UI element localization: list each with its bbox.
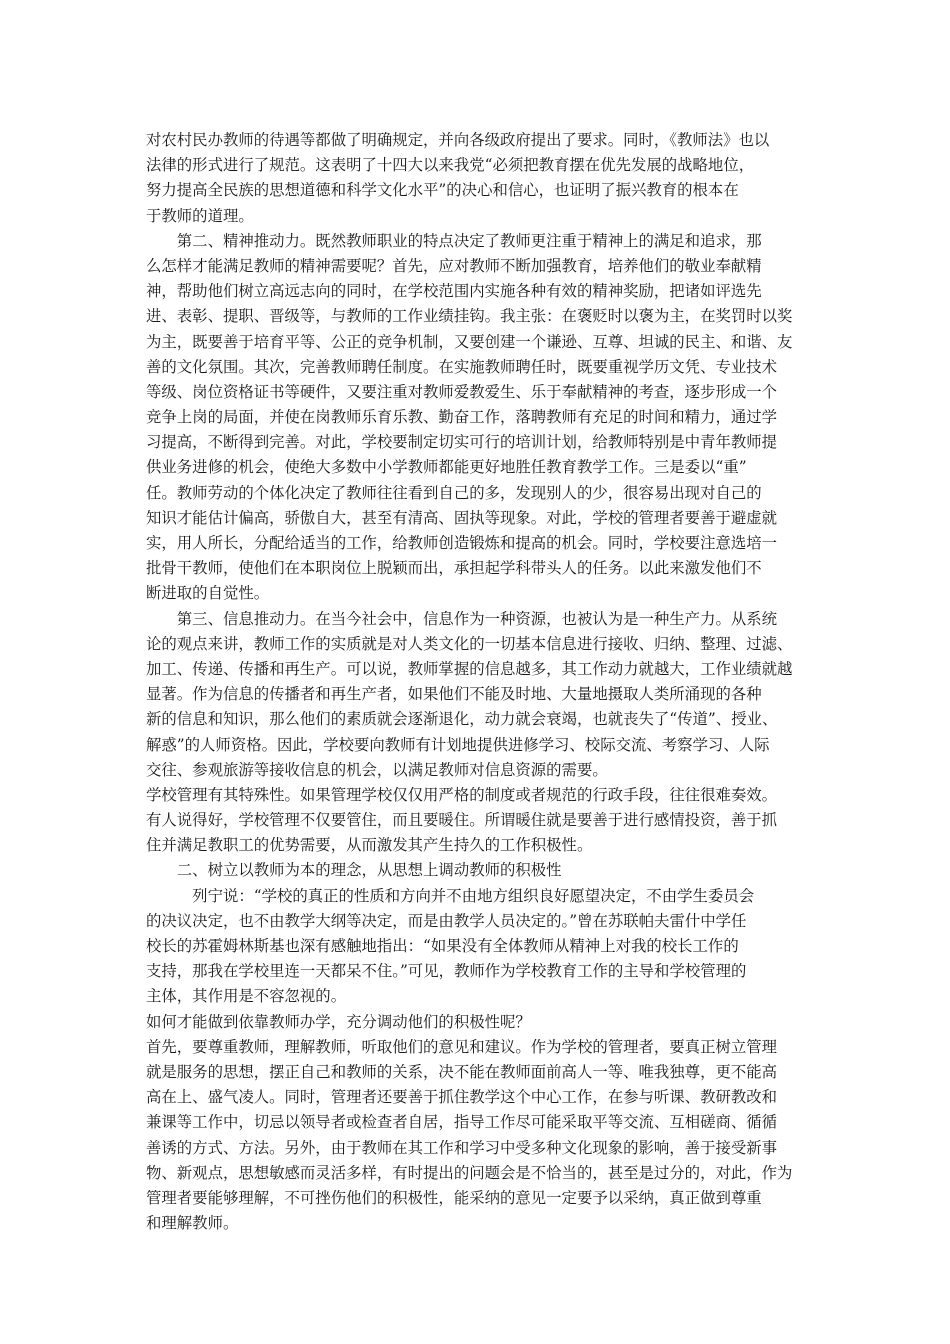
text-line: 供业务进修的机会，使绝大多数中小学教师都能更好地胜任教育教学工作。三是委以“重” <box>146 458 747 477</box>
text-line: 就是服务的思想，摆正自己和教师的关系，决不能在教师面前高人一等、唯我独尊，更不能高 <box>146 1062 778 1081</box>
text-line: 物、新观点，思想敏感而灵活多样，有时提出的问题会是不恰当的，甚至是过分的，对此，作为 <box>146 1163 793 1182</box>
text-line: 进、表彰、提职、晋级等，与教师的工作业绩挂钩。我主张：在褒贬时以褒为主，在奖罚时以奖 <box>146 307 793 326</box>
text-line: 高在上、盛气凌人。同时，管理者还要善于抓住教学这个中心工作，在参与听课、教研教改和 <box>146 1088 778 1107</box>
text-line: 竞争上岗的局面，并使在岗教师乐育乐教、勤奋工作，落聘教师有充足的时间和精力，通过学 <box>146 408 778 427</box>
text-line: 第三、信息推动力。在当今社会中，信息作为一种资源，也被认为是一种生产力。从系统 <box>146 609 778 628</box>
text-line: 和理解教师。 <box>146 1214 239 1233</box>
text-line: 等级、岗位资格证书等硬件，又要注重对教师爱教爱生、乐于奉献精神的考查，逐步形成一个 <box>146 382 778 401</box>
text-line: 如何才能做到依靠教师办学，充分调动他们的积极性呢？ <box>146 1012 531 1031</box>
text-line: 知识才能估计偏高，骄傲自大，甚至有清高、固执等现象。对此，学校的管理者要善于避虚就 <box>146 508 778 527</box>
text-line: 么怎样才能满足教师的精神需要呢？首先，应对教师不断加强教育，培养他们的敬业奉献精 <box>146 256 762 275</box>
text-line: 法律的形式进行了规范。这表明了十四大以来我党“必须把教育摆在优先发展的战略地位， <box>146 156 755 175</box>
text-line: 支持，那我在学校里连一天都呆不住。”可见，教师作为学校教育工作的主导和学校管理的 <box>146 962 747 981</box>
text-line: 解惑”的人师资格。因此，学校要向教师有计划地提供进修学习、校际交流、考察学习、人际 <box>146 735 770 754</box>
text-line: 善的文化氛围。其次，完善教师聘任制度。在实施教师聘任时，既要重视学历文凭、专业技术 <box>146 357 778 376</box>
text-line: 有人说得好，学校管理不仅要管住，而且要暖住。所谓暖住就是要善于进行感情投资，善于抓 <box>146 811 778 830</box>
text-line: 学校管理有其特殊性。如果管理学校仅仅用严格的制度或者规范的行政手段，往往很难奏效。 <box>146 785 778 804</box>
text-line: 主体，其作用是不容忽视的。 <box>146 987 347 1006</box>
body-text <box>146 128 814 1236</box>
text-line: 兼课等工作中，切忌以领导者或检查者自居，指导工作尽可能采取平等交流、互相磋商、循循 <box>146 1113 778 1132</box>
text-line: 论的观点来讲，教师工作的实质就是对人类文化的一切基本信息进行接收、归纳、整理、过滤、 <box>146 634 793 653</box>
text-line: 校长的苏霍姆林斯基也深有感触地指出：“如果没有全体教师从精神上对我的校长工作的 <box>146 937 739 955</box>
text-line: 住并满足教职工的优势需要，从而激发其产生持久的工作积极性。 <box>146 836 593 855</box>
text-line: 二、树立以教师为本的理念，从思想上调动教师的积极性 <box>146 861 562 880</box>
text-line: 于教师的道理。 <box>146 206 254 225</box>
text-line: 第二、精神推动力。既然教师职业的特点决定了教师更注重于精神上的满足和追求，那 <box>146 231 762 250</box>
text-line: 努力提高全民族的思想道德和科学文化水平”的决心和信心，也证明了振兴教育的根本在 <box>146 181 739 200</box>
text-line: 任。教师劳动的个体化决定了教师往往看到自己的多，发现别人的少，很容易出现对自己的 <box>146 483 762 502</box>
text-line: 新的信息和知识，那么他们的素质就会逐渐退化，动力就会衰竭，也就丧失了“传道”、授业、 <box>146 710 778 729</box>
text-line: 实，用人所长，分配给适当的工作，给教师创造锻炼和提高的机会。同时，学校要注意选培一 <box>146 534 778 552</box>
text-line: 断进取的自觉性。 <box>146 584 270 603</box>
text-line: 列宁说：“学校的真正的性质和方向并不由地方组织良好愿望决定，不由学生委员会 <box>146 886 755 905</box>
text-line: 的决议决定，也不由教学大纲等决定，而是由教学人员决定的。”曾在苏联帕夫雷什中学任 <box>146 911 747 930</box>
text-line: 显著。作为信息的传播者和再生产者，如果他们不能及时地、大量地摄取人类所涌现的各种 <box>146 685 762 704</box>
text-line: 管理者要能够理解，不可挫伤他们的积极性，能采纳的意见一定要予以采纳，真正做到尊重 <box>146 1188 762 1207</box>
text-line: 加工、传递、传播和再生产。可以说，教师掌握的信息越多，其工作动力就越大，工作业绩就越 <box>146 659 793 678</box>
text-line: 习提高，不断得到完善。对此，学校要制定切实可行的培训计划，给教师特别是中青年教师提 <box>146 433 778 452</box>
text-line: 为主，既要善于培育平等、公正的竞争机制，又要创建一个谦逊、互尊、坦诚的民主、和谐、友 <box>146 332 793 351</box>
text-line: 对农村民办教师的待遇等都做了明确规定，并向各级政府提出了要求。同时，《教师法》也以 <box>146 131 770 149</box>
text-line: 神，帮助他们树立高远志向的同时，在学校范围内实施各种有效的精神奖励，把诸如评选先 <box>146 282 762 301</box>
text-line: 批骨干教师，使他们在本职岗位上脱颖而出，承担起学科带头人的任务。以此来激发他们不 <box>146 559 762 578</box>
text-line: 交往、参观旅游等接收信息的机会，以满足教师对信息资源的需要。 <box>146 760 608 779</box>
text-line: 善诱的方式、方法。另外，由于教师在其工作和学习中受多种文化现象的影响，善于接受新事 <box>146 1138 778 1157</box>
text-line: 首先，要尊重教师，理解教师，听取他们的意见和建议。作为学校的管理者，要真正树立管理 <box>146 1037 778 1056</box>
